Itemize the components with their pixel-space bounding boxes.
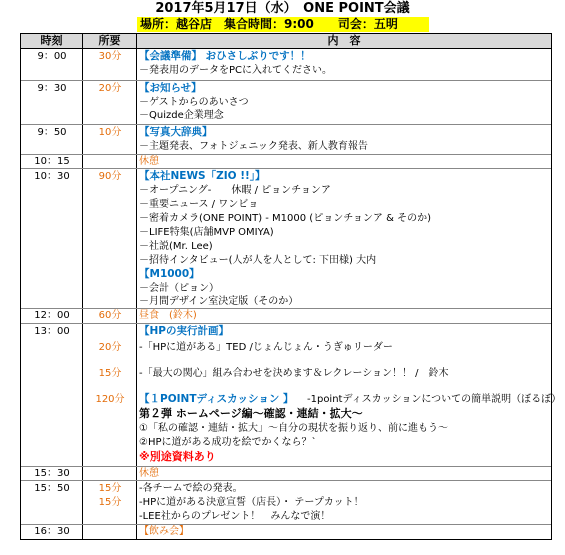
agenda-line: -「最大の関心」組み合わせを決めます＆レクレーション！！ / 鈴木 <box>139 368 449 379</box>
agenda-line: －Quizde企業理念 <box>139 110 224 121</box>
row-duration: 15分 <box>98 497 122 508</box>
agenda-heading: 【写真大辞典】 <box>139 126 213 138</box>
agenda-heading: 【会議準備】 おひさしぶりです！！ <box>139 50 311 62</box>
row-time: 9：30 <box>37 83 67 94</box>
agenda-line: －重要ニュース / ワンビョ <box>139 199 259 210</box>
header-content: 内 容 <box>327 34 361 47</box>
table-row <box>21 324 562 467</box>
table-row <box>21 169 551 309</box>
agenda-heading: 【HPの実行計画】 <box>139 325 229 337</box>
row-time: 16：30 <box>34 526 70 537</box>
agenda-line: －会計（ピョン） <box>139 283 219 294</box>
row-time: 9：00 <box>37 51 67 62</box>
agenda-line: －発表用のデータをPCに入れてください。 <box>139 65 333 76</box>
table-row <box>21 309 551 324</box>
header-time: 時刻 <box>21 34 83 48</box>
break-label: 休憩 <box>139 156 159 167</box>
row-time: 10：15 <box>34 156 70 167</box>
row-duration: 20分 <box>98 83 122 94</box>
table-row <box>21 155 551 169</box>
lunch-label: 昼食 (鈴木) <box>139 310 197 321</box>
agenda-heading: 【お知らせ】 <box>139 82 202 94</box>
row-duration: 15分 <box>98 368 122 379</box>
agenda-line: ①「私の確認・連結・拡大」～自分の現状を振り返り、前に進もう～ <box>139 423 448 434</box>
separate-material-note: ※別途資料あり <box>139 450 216 463</box>
agenda-line: －社説(Mr. Lee) <box>139 241 213 252</box>
row-time: 12：00 <box>34 310 70 321</box>
table-row <box>21 125 551 155</box>
agenda-heading: 【本社NEWS「ZIO !!」】 <box>139 170 266 182</box>
row-duration: 20分 <box>98 342 122 353</box>
agenda-line: -HPに道がある決意宣誓（店長）・ テープカット！ <box>139 497 364 508</box>
row-time: 13：00 <box>34 326 70 337</box>
agenda-line: -LEE社からのプレゼント！ みんなで演！ <box>139 511 331 522</box>
agenda-line: ②HPに道がある成功を絵でかくなら？` <box>139 437 317 448</box>
break-label: 休憩 <box>139 468 159 479</box>
agenda-line: -「HPに道がある」TED /じょんじょん・うぎゅリーダー <box>139 342 393 353</box>
table-row <box>21 525 551 539</box>
row-duration: 15分 <box>98 483 122 494</box>
agenda-line: -各チームで絵の発表。 <box>139 483 243 494</box>
table-row <box>21 467 551 481</box>
agenda-line: －オープニング- 休暇 / ピョンチョンア <box>139 185 331 196</box>
row-duration: 30分 <box>98 51 122 62</box>
table-row <box>21 81 551 125</box>
row-duration: 90分 <box>98 171 122 182</box>
agenda-line: －ゲストからのあいさつ <box>139 97 249 108</box>
agenda-line: －月間デザイン室決定版（そのか） <box>139 296 299 307</box>
agenda-heading: 【１POINTディスカッション 】 <box>139 393 294 405</box>
schedule-table <box>20 33 562 540</box>
row-time: 9：50 <box>37 127 67 138</box>
row-time: 15：50 <box>34 483 70 494</box>
row-time: 10：30 <box>34 171 70 182</box>
page-title: 2017年5月17日（水） ONE POINT会議 <box>155 1 410 16</box>
party-label: 【飲み会】 <box>139 526 189 537</box>
row-duration: 60分 <box>98 310 122 321</box>
agenda-note: -1pointディスカッションについての簡単説明（ぼるぼ） <box>307 394 562 405</box>
agenda-heading: 【M1000】 <box>139 268 200 280</box>
agenda-line: －密着カメラ(ONE POINT) - M1000 (ピョンチョンア & そのか) <box>139 213 431 224</box>
table-row <box>21 481 551 525</box>
agenda-subheading: 第２弾 ホームページ編～確認・連結・拡大～ <box>139 407 363 420</box>
row-time: 15：30 <box>34 468 70 479</box>
agenda-line: －LIFE特集(店舗MVP OMIYA) <box>139 227 274 238</box>
table-header <box>21 34 551 49</box>
row-duration: 120分 <box>95 394 125 405</box>
row-duration: 10分 <box>98 127 122 138</box>
header-duration: 所要 <box>83 34 137 48</box>
agenda-line: －招待インタビュー(人が人を人として: 下田様) 大内 <box>139 255 377 266</box>
meeting-info: 場所：越谷店 集合時間：9:00 司会：五明 <box>137 17 429 32</box>
agenda-line: －主題発表、フォトジェニック発表、新人教育報告 <box>139 141 368 152</box>
table-row <box>21 49 551 81</box>
